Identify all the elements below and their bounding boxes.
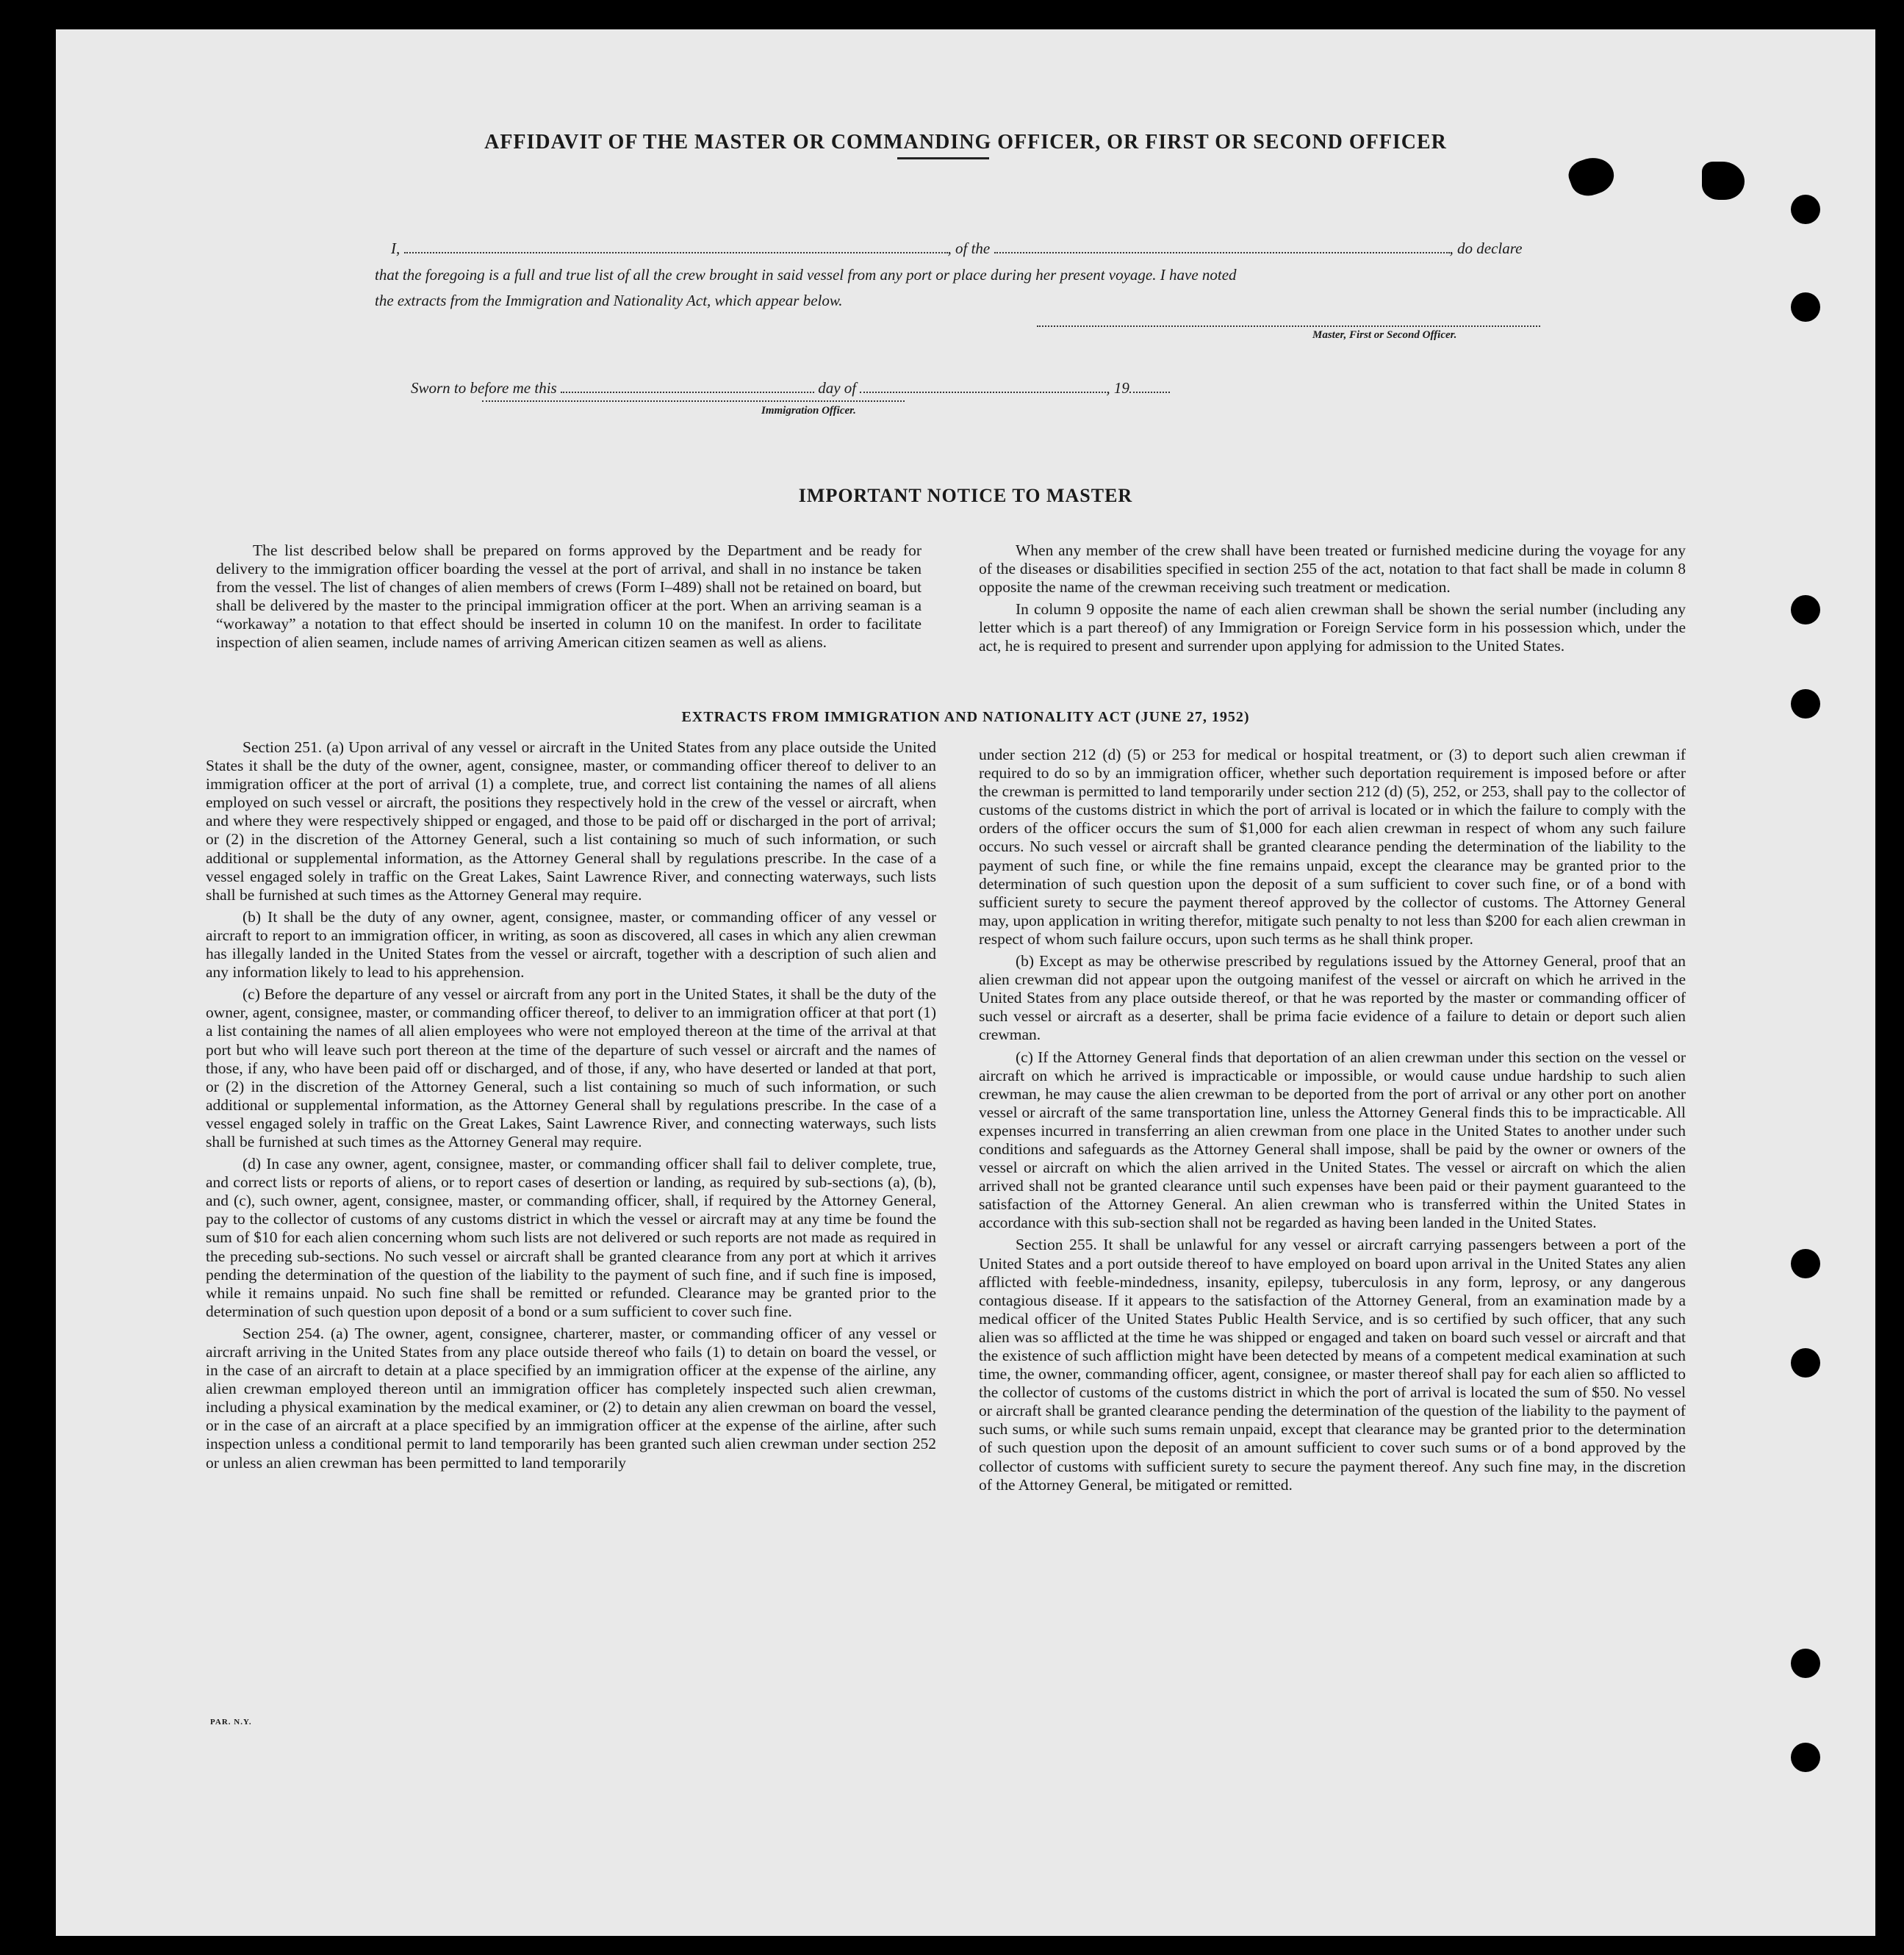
extracts-left-column (206, 738, 936, 1472)
notice-right-paragraph-1: When any member of the crew shall have been treated or furnished medicine during the voyage for any of the diseases or disabilities specified in section 255 of the act, notation to that fact shall be made in column 8 opposite the name of the crewman receiving such treatment or medication. (979, 541, 1686, 597)
notice-title: IMPORTANT NOTICE TO MASTER (798, 485, 1133, 506)
notice-right-paragraph-2: In column 9 opposite the name of each alien crewman shall be shown the serial number (including any letter which is a part thereof) of any Immigration or Foreign Service form in his possession which, under the act, he is required to present and surrender upon applying for admission to the United States. (979, 600, 1686, 655)
name-blank (404, 240, 948, 253)
ink-blot (1702, 162, 1745, 200)
punch-hole (1791, 1743, 1820, 1772)
affidavit-line-1 (391, 240, 1522, 258)
sworn-year: , 19 (1106, 379, 1129, 397)
section-251-a: Section 251. (a) Upon arrival of any vessel or aircraft in the United States from any place outside the United States it shall be the duty of the owner, agent, consignee, master, or commanding officer thereof to deliver to an immigration officer at the port of arrival (1) a complete, true, and correct list containing the names of all aliens employed on such vessel or aircraft, the positions they respectively hold in the crew of the vessel or aircraft, when and where they were respectively shipped or engaged, and those to be paid off or discharged in the port of arrival; or (2) in the discretion of the Attorney General, such a list containing so much of such information, or such additional or supplemental information, as the Attorney General shall by regulations prescribe. In the case of a vessel engaged solely in traffic on the Great Lakes, Saint Lawrence River, and connecting waterways, such lists shall be furnished at such times as the Attorney General may require. (206, 738, 936, 904)
section-251-b: (b) It shall be the duty of any owner, agent, consignee, master, or commanding officer of any vessel or aircraft to report to an immigration officer, in writing, as soon as discovered, all cases in which any alien crewman has illegally landed in the United States from the vessel or aircraft, together with a description of such alien and any information likely to lead to his apprehension. (206, 907, 936, 982)
punch-hole (1791, 1249, 1820, 1278)
punch-hole (1791, 595, 1820, 624)
sworn-day-blank (561, 380, 814, 393)
sworn-line (411, 379, 1170, 397)
master-label: Master, First or Second Officer. (1312, 329, 1457, 341)
section-254-c: (c) If the Attorney General finds that deportation of an alien crewman under this section on the vessel or aircraft on which he arrived is impracticable or impossible, or would cause undue hardship to such alien crewman, he may cause the alien crewman to be deported from the port of arrival or any other port on another vessel or aircraft of the same transportation line, unless the Attorney General finds this to be impracticable. All expenses incurred in transferring an alien crewman from one place in the United States to another under such conditions and safeguards as the Attorney General shall impose, shall be paid by the owner or owners of the vessel or aircraft on which the alien arrived in the United States. The vessel or aircraft on which the alien arrived shall not be granted clearance until such expenses have been paid or their payment guaranteed to the satisfaction of the Attorney General. An alien crewman who is transferred within the United States in accordance with this sub-section shall not be regarded as having been landed in the United States. (979, 1048, 1686, 1232)
affidavit-declare: , do declare (1449, 240, 1523, 257)
affidavit-statement-2: the extracts from the Immigration and Nationality Act, which appear below. (375, 292, 843, 309)
section-251-d: (d) In case any owner, agent, consignee, master, or commanding officer shall fail to deliver complete, true, and correct lists or reports of aliens, or to report cases of desertion or landing, as required by sub-sections (a), (b), and (c), such owner, agent, consignee, master, or commanding officer, shall, if required by the Attorney General, pay to the collector of customs of any customs district in which the vessel or aircraft may at any time be found the sum of $10 for each alien concerning whom such lists are not delivered or such reports are not made as required in the preceding sub-sections. No such vessel or aircraft shall be granted clearance from any port at which it arrives pending the determination of the question of the liability to the payment of such fine, and if such fine is imposed, while it remains unpaid. No such fine shall be remitted or refunded. Clearance may be granted prior to the determination of such question upon deposit of a bond or a sum sufficient to cover such fine. (206, 1155, 936, 1320)
section-254-b: (b) Except as may be otherwise prescribed by regulations issued by the Attorney General, proof that an alien crewman did not appear upon the outgoing manifest of the vessel or aircraft on which he arrived in the United States from any place outside thereof, or that he was reported by the master or commanding officer of such vessel or aircraft as a deserter, shall be prima facie evidence of a failure to detain or deport such alien crewman. (979, 952, 1686, 1044)
sworn-day-of: day of (818, 379, 857, 397)
punch-hole (1791, 1649, 1820, 1678)
sworn-year-blank (1129, 380, 1170, 393)
document-page (56, 29, 1875, 1936)
punch-hole (1791, 1348, 1820, 1378)
section-255: Section 255. It shall be unlawful for any vessel or aircraft carrying passengers between a port of the United States and a port outside thereof to have employed on board upon arrival in the United States any alien afflicted with feeble-mindedness, insanity, epilepsy, tuberculosis in any form, leprosy, or any dangerous contagious disease. If it appears to the satisfaction of the Attorney General, from an examination made by a medical officer of the United States Public Health Service, and is so certified by such officer, that any such alien was so afflicted at the time he was shipped or engaged and taken on board such vessel or aircraft and that the existence of such affliction might have been detected by means of a competent medical examination at such time, the owner, commanding officer, agent, consignee, or master thereof shall pay for each alien so afflicted to the collector of customs of the customs district in which the port of arrival is located the sum of $50. No vessel or aircraft shall be granted clearance pending the determination of the question of the liability to the payment of such sums, or while such sums remain unpaid, except that clearance may be granted prior to the determination of such question upon the deposit of an amount sufficient to cover such sums or of a bond approved by the collector of customs with sufficient surety to secure the payment thereof. Any such fine may, in the discretion of the Attorney General, be mitigated or remitted. (979, 1236, 1686, 1494)
punch-hole (1791, 195, 1820, 224)
master-signature-line (1037, 325, 1540, 327)
section-251-c: (c) Before the departure of any vessel or aircraft from any port in the United States, it shall be the duty of the owner, agent, consignee, master, or commanding officer thereof, to deliver to an immigration officer at that port (1) a list containing the names of all alien employees who were not employed thereon at the time of the arrival at that port but who will leave such port thereon at the time of the departure of such vessel or aircraft and the names of those, if any, who have been paid off or discharged, and of those, if any, who have deserted or landed at that port, or (2) in the discretion of the Attorney General, such a list containing so much of such information, or such additional or supplemental information, as the Attorney General shall by regulations prescribe. In the case of a vessel engaged solely in traffic on the Great Lakes, Saint Lawrence River, and connecting waterways, such lists shall be furnished at such times as the Attorney General may require. (206, 985, 936, 1151)
affidavit-of-the: , of the (947, 240, 991, 257)
extracts-title: EXTRACTS FROM IMMIGRATION AND NATIONALITY ACT (JUNE 27, 1952) (681, 709, 1250, 725)
vessel-blank (994, 240, 1450, 253)
affidavit-i: I, (391, 240, 400, 257)
section-254-a: Section 254. (a) The owner, agent, consignee, charterer, master, or commanding officer of any vessel or aircraft arriving in the United States from any place outside thereof who fails (1) to detain on board the vessel, or in the case of an aircraft to detain at a place specified by an immigration officer at the expense of the airline, any alien crewman employed thereon until an immigration officer has completely inspected such alien crewman, including a physical examination by the medical examiner, or (2) to detain any alien crewman on board the vessel, or in the case of an aircraft at a place specified by an immigration officer at the expense of the airline, after such inspection unless a conditional permit to land temporarily has been granted such alien crewman under section 252 or unless an alien crewman has been permitted to land temporarily (206, 1324, 936, 1472)
notice-right (979, 541, 1686, 656)
notice-left (216, 541, 922, 652)
sworn-month-blank (860, 380, 1106, 393)
affidavit-underline (897, 157, 989, 159)
ink-blot (1564, 151, 1618, 201)
affidavit-title: AFFIDAVIT OF THE MASTER OR COMMANDING OFFICER, OR FIRST OR SECOND OFFICER (484, 131, 1447, 154)
affidavit-statement-1: that the foregoing is a full and true list of all the crew brought in said vessel from any port or place during her present voyage. I have noted (375, 266, 1237, 284)
notice-left-paragraph: The list described below shall be prepared on forms approved by the Department and be ready for delivery to the immigration officer boarding the vessel at the port of arrival, and shall in no instance be taken from the vessel. The list of changes of alien members of crews (Form I–489) shall not be retained on board, but shall be delivered by the master to the principal immigration officer at the port. When an arriving seaman is a “workaway” a notation to that effect should be inserted in column 10 on the manifest. In order to facilitate inspection of alien seamen, include names of arriving American citizen seamen as well as aliens. (216, 541, 922, 652)
printer-mark: PAR. N.Y. (210, 1718, 252, 1727)
officer-label: Immigration Officer. (761, 405, 856, 417)
section-254-a-continued: under section 212 (d) (5) or 253 for medical or hospital treatment, or (3) to deport such alien crewman if required to do so by an immigration officer, whether such deportation requirement is imposed before or after the crewman is permitted to land temporarily under section 212 (d) (5), 252, or 253, shall pay to the collector of customs of the customs district in which the port of arrival is located or in which the failure to comply with the orders of the officer occurs the sum of $1,000 for each alien crewman in respect of whom any such failure occurs. No such vessel or aircraft shall be granted clearance pending the determination of the liability to the payment of such fine, or while the fine remains unpaid, except the clearance may be granted prior to the determination of such question upon the deposit of a sum sufficient to cover such fine, or of a bond with sufficient surety to secure the payment thereof approved by the collector of customs. The Attorney General may, upon application in writing therefor, mitigate such penalty to not less than $200 for each alien crewman in respect of whom such failure occurs, upon such terms as he shall think proper. (979, 746, 1686, 948)
officer-signature-line (482, 400, 905, 402)
punch-hole (1791, 292, 1820, 322)
sworn-prefix: Sworn to before me this (411, 379, 557, 397)
extracts-right-column (979, 746, 1686, 1494)
